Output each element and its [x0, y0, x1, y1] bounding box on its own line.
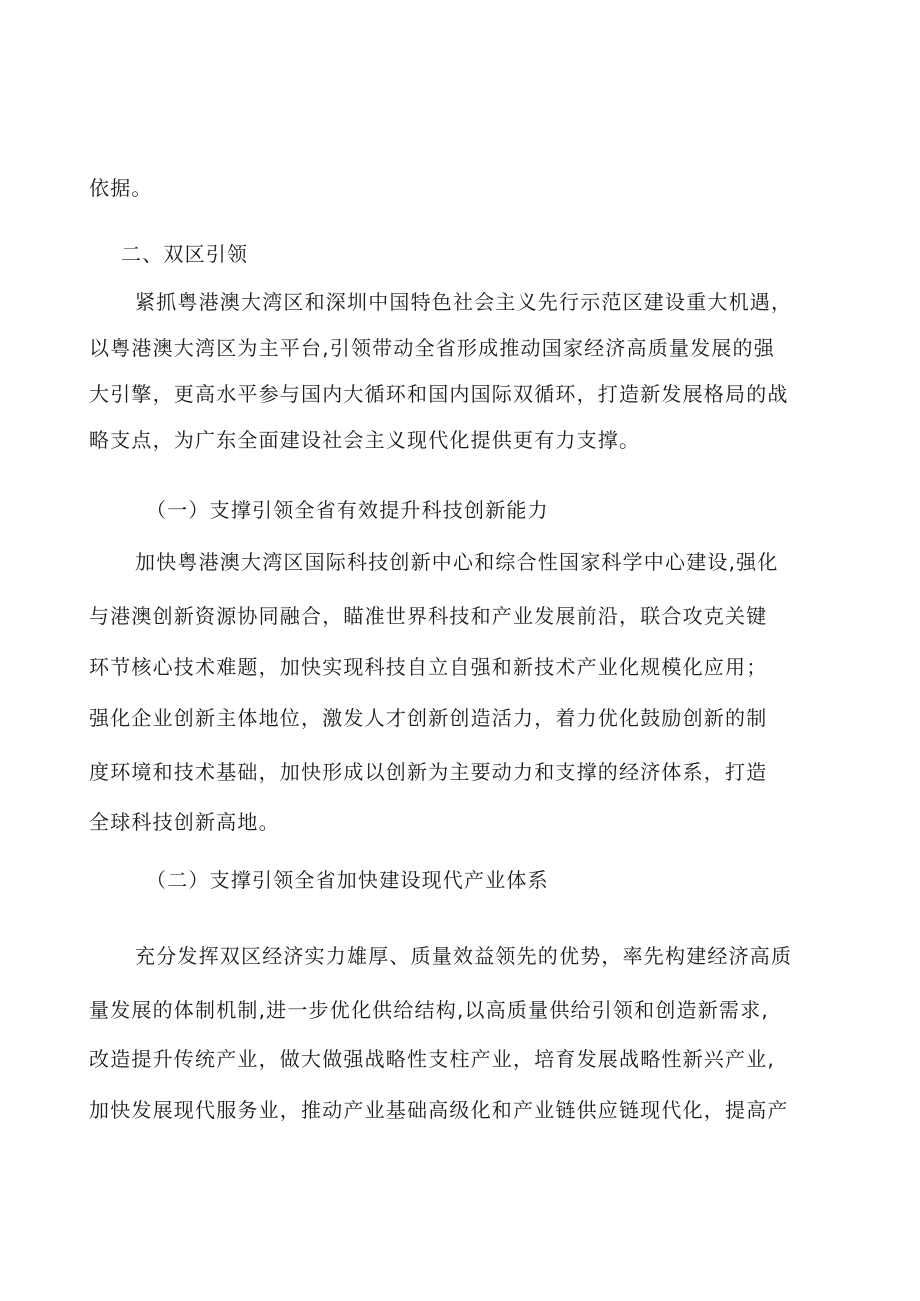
- paragraph-line: 环节核心技术难题，加快实现科技自立自强和新技术产业化规模化应用；: [89, 655, 768, 679]
- paragraph-line: 度环境和技术基础，加快形成以创新为主要动力和支撑的经济体系，打造: [89, 760, 768, 784]
- paragraph-line: 略支点，为广东全面建设社会主义现代化提供更有力支撑。: [89, 428, 641, 452]
- subsection-heading-2: （二）支撑引领全省加快建设现代产业体系: [146, 868, 549, 892]
- section-heading-dual-zone: 二、双区引领: [121, 242, 249, 266]
- paragraph-line: 加快粤港澳大湾区国际科技创新中心和综合性国家科学中心建设,强化: [135, 550, 779, 574]
- subsection-heading-1: （一）支撑引领全省有效提升科技创新能力: [146, 498, 549, 522]
- paragraph-line: 紧抓粤港澳大湾区和深圳中国特色社会主义先行示范区建设重大机遇，: [135, 290, 793, 314]
- paragraph-line: 改造提升传统产业，做大做强战略性支柱产业，培育发展战略性新兴产业,: [89, 1047, 775, 1071]
- paragraph-line: 与港澳创新资源协同融合，瞄准世界科技和产业发展前沿，联合攻克关键: [89, 604, 768, 628]
- paragraph-line: 加快发展现代服务业，推动产业基础高级化和产业链供应链现代化，提高产: [89, 1098, 789, 1122]
- paragraph-line: 依据。: [89, 176, 153, 200]
- paragraph-line: 大引擎，更高水平参与国内大循环和国内国际双循环，打造新发展格局的战: [89, 382, 789, 406]
- paragraph-line: 充分发挥双区经济实力雄厚、质量效益领先的优势，率先构建经济高质: [135, 944, 793, 968]
- paragraph-line: 以粤港澳大湾区为主平台,引领带动全省形成推动国家经济高质量发展的强: [89, 336, 775, 360]
- paragraph-line: 全球科技创新高地。: [89, 810, 280, 834]
- paragraph-line: 量发展的体制机制,进一步优化供给结构,以高质量供给引领和创造新需求,: [89, 998, 769, 1022]
- paragraph-line: 强化企业创新主体地位，激发人才创新创造活力，着力优化鼓励创新的制: [89, 706, 768, 730]
